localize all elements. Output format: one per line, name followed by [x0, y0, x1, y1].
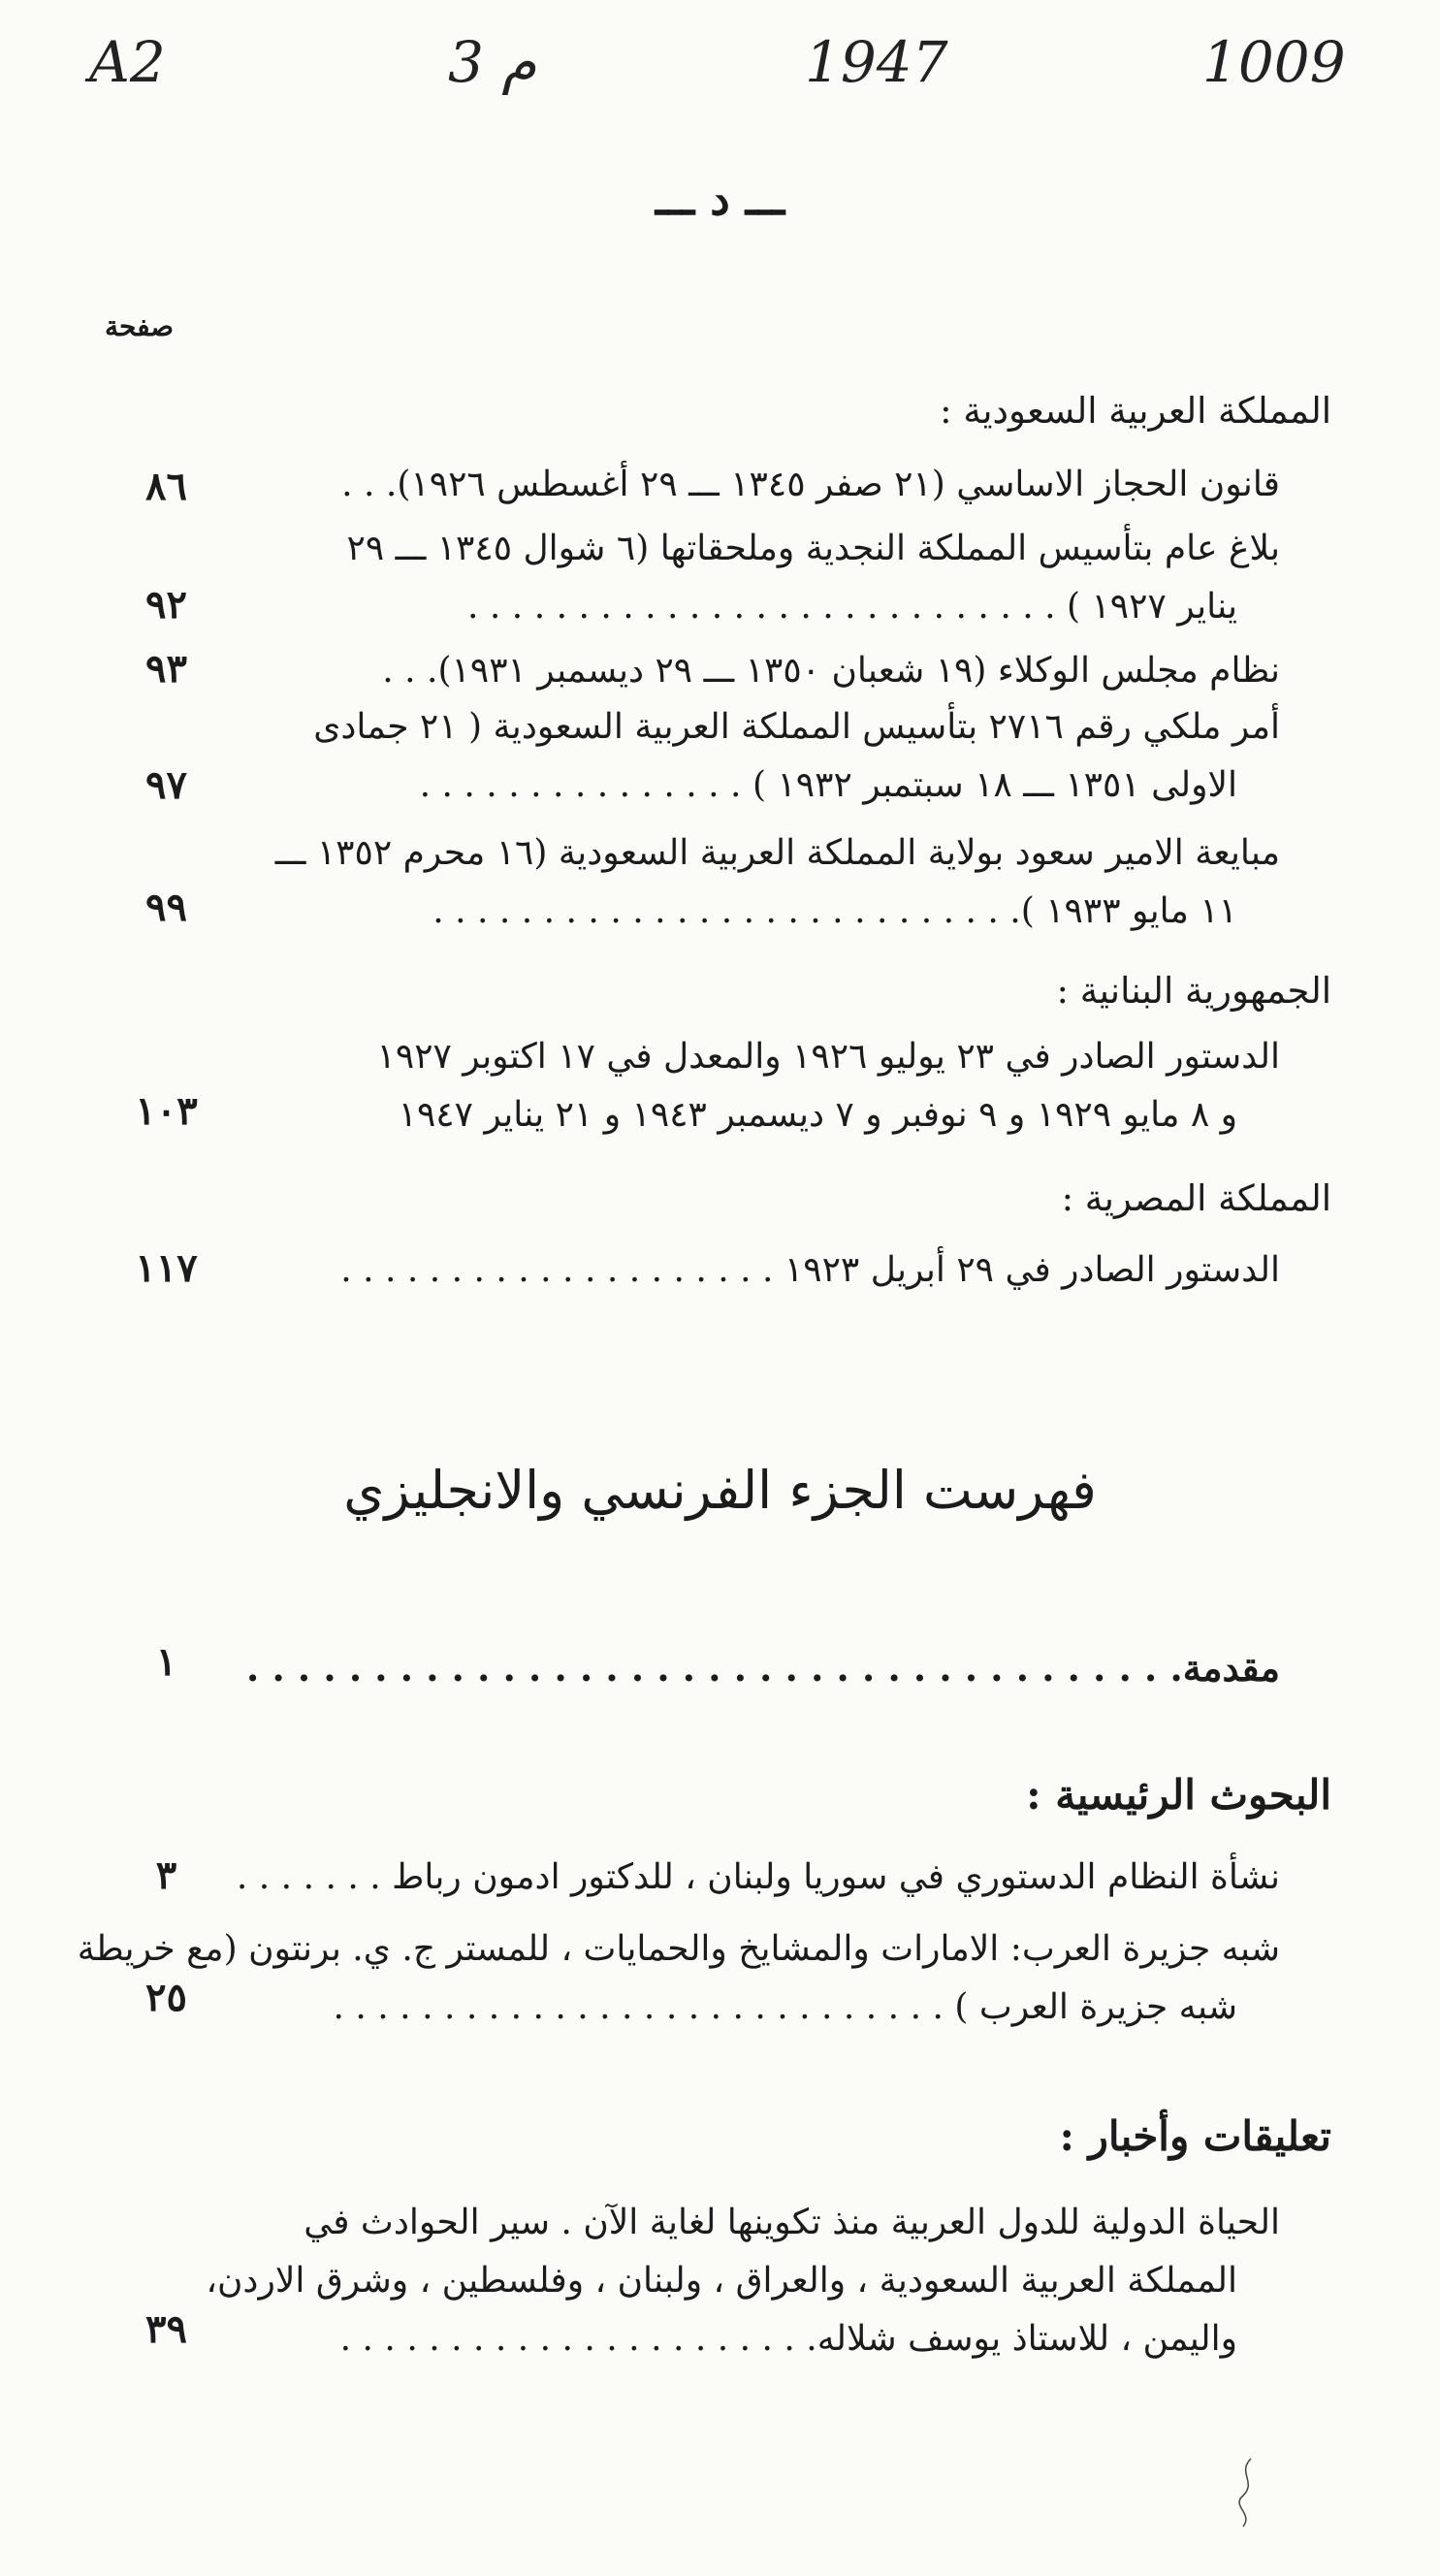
- entry-line: الاولى ١٣٥١ ـــ ١٨ سبتمبر ١٩٣٢ ) . . . . . . . . . . . . . . .: [419, 765, 1237, 805]
- page-number: ٩٢: [145, 582, 187, 628]
- entry-line: الحياة الدولية للدول العربية منذ تكوينها لغاية الآن . سير الحوادث في: [304, 2203, 1280, 2242]
- entry-line: أمر ملكي رقم ٢٧١٦ بتأسيس المملكة العربية السعودية ( ٢١ جمادى: [313, 707, 1280, 747]
- page-number: ٩٣: [145, 646, 187, 692]
- toc-entry: [223, 520, 1280, 636]
- toc-entry: [223, 1028, 1280, 1144]
- entry-line: يناير ١٩٢٧ ) . . . . . . . . . . . . . . . . . . . . . . . . . . .: [467, 587, 1237, 627]
- pen-scratch-mark: [1232, 2454, 1261, 2531]
- entry-line: شبه جزيرة العرب: الامارات والمشايخ والحمايات ، للمستر ج. ي. برنتون (مع خريطة: [77, 1929, 1280, 1969]
- section-heading-main-studies: البحوث الرئيسية :: [1026, 1771, 1331, 1819]
- handwritten-serial: 1009: [1202, 29, 1346, 95]
- toc-entry: [206, 2194, 1280, 2368]
- handwritten-year: 1947: [805, 29, 948, 95]
- page-number: ٨٦: [145, 464, 187, 509]
- page-number: ٩٩: [145, 885, 187, 930]
- page-number: ٩٧: [145, 762, 187, 808]
- entry-line: واليمن ، للاستاذ يوسف شلاله. . . . . . . . . . . . . . . . . . . . . .: [339, 2319, 1237, 2359]
- entry-line: ١١ مايو ١٩٣٣ ). . . . . . . . . . . . . . . . . . . . . . . . . . .: [432, 891, 1237, 931]
- page-column-label: صفحة: [105, 310, 175, 342]
- entry-line: بلاغ عام بتأسيس المملكة النجدية وملحقاتها (٦ شوال ١٣٤٥ ـــ ٢٩: [346, 529, 1280, 568]
- toc-entry: [223, 1241, 1280, 1300]
- entry-line: الدستور الصادر في ٢٣ يوليو ١٩٢٦ والمعدل في ١٧ اكتوبر ١٩٢٧: [376, 1037, 1280, 1077]
- toc-entry: [223, 824, 1280, 941]
- section-heading-comments: تعليقات وأخبار :: [1059, 2112, 1331, 2160]
- page-number: ١٠٣: [135, 1088, 198, 1134]
- page-number: ١: [155, 1639, 177, 1685]
- toc-entry-intro: [223, 1639, 1280, 1697]
- entry-line: و ٨ مايو ١٩٢٩ و ٩ نوفبر و ٧ ديسمبر ١٩٤٣ و ٢١ يناير ١٩٤٧: [398, 1095, 1237, 1135]
- toc-entry: [223, 1849, 1280, 1907]
- entry-line: الدستور الصادر في ٢٩ أبريل ١٩٢٣ . . . . . . . . . . . . . . . . . . . .: [340, 1250, 1280, 1290]
- page-number: ٣: [155, 1852, 177, 1898]
- handwritten-volume: 3 م: [448, 29, 537, 95]
- handwritten-ref: A2: [89, 29, 166, 95]
- section-heading-saudi: المملكة العربية السعودية :: [940, 390, 1331, 432]
- toc-entry: [223, 698, 1280, 815]
- section-heading-lebanon: الجمهورية البنانية :: [1056, 970, 1331, 1012]
- entry-line: نظام مجلس الوكلاء (١٩ شعبان ١٣٥٠ ـــ ٢٩ ديسمبر ١٩٣١). . .: [382, 651, 1280, 691]
- toc-entry: [223, 642, 1280, 700]
- entry-line: مقدمة. . . . . . . . . . . . . . . . . . . . . . . . . . . . . . . . . . . . .: [245, 1646, 1280, 1690]
- entry-line: المملكة العربية السعودية ، والعراق ، ولبنان ، وفلسطين ، وشرق الاردن،: [206, 2261, 1237, 2301]
- page-number: ٣٩: [145, 2306, 187, 2352]
- page-number: ٢٥: [145, 1975, 187, 2020]
- page-marker: ـــ د ـــ: [655, 173, 785, 225]
- entry-line: مبايعة الامير سعود بولاية المملكة العربية السعودية (١٦ محرم ١٣٥٢ ـــ: [274, 833, 1280, 873]
- entry-line: قانون الحجاز الاساسي (٢١ صفر ١٣٤٥ ـــ ٢٩ أغسطس ١٩٢٦). . .: [341, 465, 1280, 504]
- french-english-index-title: فهرست الجزء الفرنسي والانجليزي: [343, 1460, 1097, 1521]
- toc-entry: [223, 456, 1280, 514]
- entry-line: نشأة النظام الدستوري في سوريا ولبنان ، للدكتور ادمون رباط . . . . . . .: [236, 1857, 1280, 1897]
- entry-line: شبه جزيرة العرب ) . . . . . . . . . . . . . . . . . . . . . . . . . . . .: [333, 1987, 1237, 2027]
- page-number: ١١٧: [135, 1245, 198, 1291]
- section-heading-egypt: المملكة المصرية :: [1061, 1177, 1331, 1219]
